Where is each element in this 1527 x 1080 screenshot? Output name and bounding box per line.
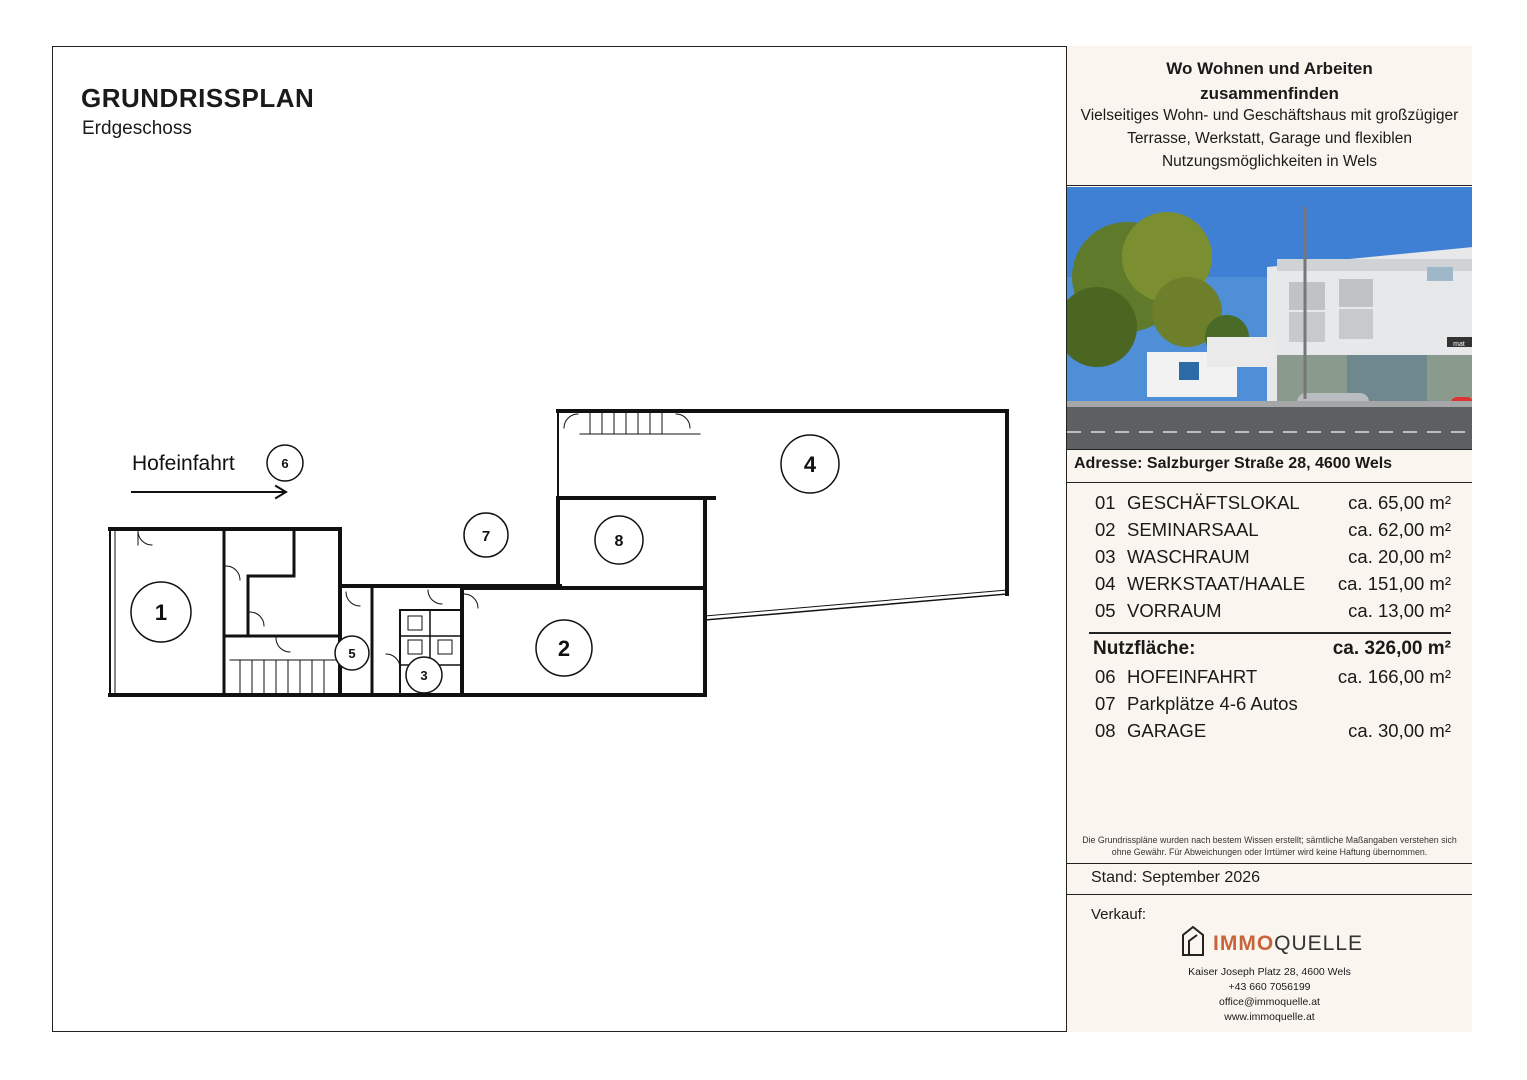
building-photo bbox=[1067, 187, 1472, 449]
marker-2: 2 bbox=[557, 636, 571, 661]
marker-1: 1 bbox=[154, 600, 168, 625]
marker-3: 3 bbox=[420, 668, 428, 683]
contact-block bbox=[1067, 965, 1472, 1025]
room-row-02: 02 SEMINARSAAL ca. 62,00 m² bbox=[1095, 519, 1451, 540]
disclaimer: Die Grundrisspläne wurden nach bestem Wissen erstellt; sämtliche Maßangaben verstehen sich ohne Gewähr. Für Abweichungen oder Irrtümer wird keine Haftung übernommen. bbox=[1082, 835, 1457, 857]
marker-8: 8 bbox=[614, 533, 624, 550]
headline: Wo Wohnen und Arbeiten zusammenfinden bbox=[1166, 59, 1373, 103]
contact-phone[interactable]: +43 660 7056199 bbox=[1228, 981, 1311, 993]
logo-house-icon bbox=[1183, 927, 1203, 955]
room-row-05: 05 VORRAUM ca. 13,00 m² bbox=[1095, 600, 1451, 621]
marker-4: 4 bbox=[803, 452, 817, 477]
contact-address: Kaiser Joseph Platz 28, 4600 Wels bbox=[1188, 966, 1351, 978]
stand-date: Stand: September 2026 bbox=[1091, 869, 1261, 886]
room-row-01: 01 GESCHÄFTSLOKAL ca. 65,00 m² bbox=[1095, 492, 1451, 513]
extra-row-08: 08 GARAGE ca. 30,00 m² bbox=[1095, 720, 1451, 741]
description: Vielseitiges Wohn- und Geschäftshaus mit großzügiger Terrasse, Werkstatt, Garage und flexiblen Nutzungsmöglichkeiten in Wels bbox=[1080, 107, 1459, 170]
verkauf-label: Verkauf: bbox=[1091, 906, 1147, 923]
room-markers bbox=[131, 435, 839, 693]
address: Adresse: Salzburger Straße 28, 4600 Wels bbox=[1074, 455, 1393, 472]
contact-email[interactable]: office@immoquelle.at bbox=[1219, 996, 1320, 1008]
svg-text:IMMOQUELLE bbox=[1213, 932, 1363, 955]
marker-5: 5 bbox=[348, 646, 356, 661]
plan-title: GRUNDRISSPLAN bbox=[81, 83, 315, 113]
extra-row-06: 06 HOFEINFAHRT ca. 166,00 m² bbox=[1095, 666, 1451, 687]
room-row-04: 04 WERKSTAAT/HAALE ca. 151,00 m² bbox=[1095, 573, 1451, 594]
contact-website[interactable]: www.immoquelle.at bbox=[1224, 1011, 1315, 1023]
extra-row-07: 07 Parkplätze 4-6 Autos bbox=[1095, 693, 1298, 714]
marker-7: 7 bbox=[481, 528, 491, 545]
marker-6: 6 bbox=[281, 456, 289, 471]
logo-light: QUELLE bbox=[1274, 932, 1364, 955]
total-row: Nutzfläche: ca. 326,00 m² bbox=[1093, 638, 1451, 659]
photo-sign-text: mat bbox=[1453, 341, 1465, 348]
hofeinfahrt-label: Hofeinfahrt bbox=[132, 452, 235, 475]
immoquelle-logo bbox=[1067, 923, 1472, 963]
logo-bold: IMMO bbox=[1213, 932, 1275, 955]
info-panel bbox=[1066, 46, 1472, 1032]
room-row-03: 03 WASCHRAUM ca. 20,00 m² bbox=[1095, 546, 1451, 567]
plan-subtitle: Erdgeschoss bbox=[82, 118, 192, 139]
